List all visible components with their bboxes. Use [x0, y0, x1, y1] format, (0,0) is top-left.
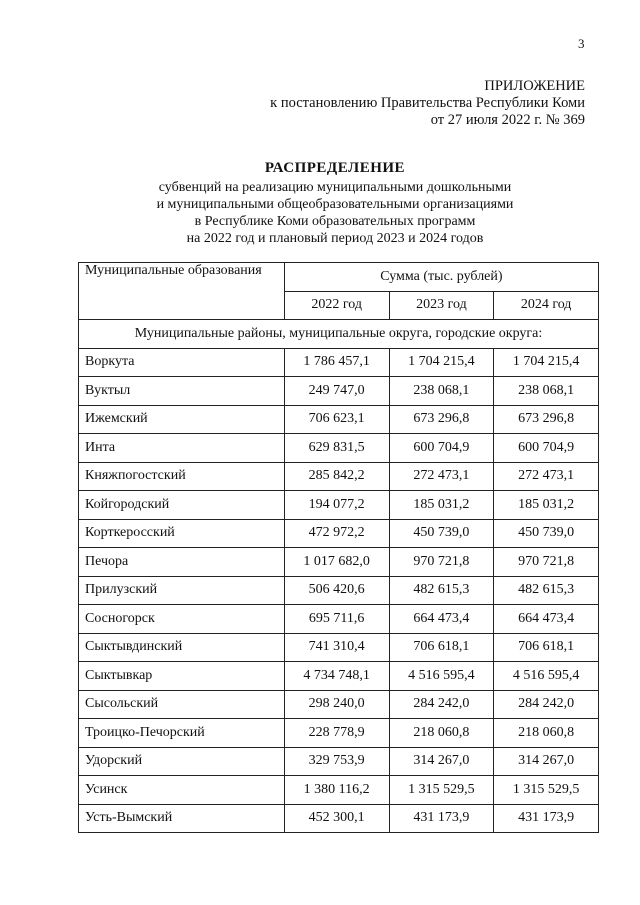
amount-2024: 673 296,8 — [494, 405, 599, 434]
amount-2024: 218 060,8 — [494, 719, 599, 748]
municipality-name: Корткеросский — [79, 519, 285, 548]
amount-2024: 1 704 215,4 — [494, 348, 599, 377]
table-row — [79, 491, 599, 520]
amount-2024: 284 242,0 — [494, 690, 599, 719]
municipality-name: Удорский — [79, 747, 285, 776]
subtitle-line: в Республике Коми образовательных программ — [194, 214, 476, 229]
municipality-name: Усинск — [79, 776, 285, 805]
amount-2022: 629 831,5 — [284, 434, 389, 463]
amount-2023: 706 618,1 — [389, 633, 494, 662]
table-row — [79, 377, 599, 406]
header-row — [79, 263, 599, 292]
distribution-table — [78, 262, 599, 833]
amount-2023: 664 473,4 — [389, 605, 494, 634]
amount-2022: 741 310,4 — [284, 633, 389, 662]
column-header-sum: Сумма (тыс. рублей) — [284, 263, 598, 292]
amount-2023: 970 721,8 — [389, 548, 494, 577]
amount-2022: 472 972,2 — [284, 519, 389, 548]
table-row — [79, 434, 599, 463]
amount-2022: 1 786 457,1 — [284, 348, 389, 377]
amount-2023: 218 060,8 — [389, 719, 494, 748]
amount-2022: 285 842,2 — [284, 462, 389, 491]
amount-2022: 228 778,9 — [284, 719, 389, 748]
table-row — [79, 690, 599, 719]
amount-2022: 194 077,2 — [284, 491, 389, 520]
subtitle-line: и муниципальными общеобразовательными организациями — [156, 197, 514, 212]
amount-2023: 431 173,9 — [389, 804, 494, 833]
amount-2023: 482 615,3 — [389, 576, 494, 605]
municipality-name: Воркута — [79, 348, 285, 377]
column-header-year: 2022 год — [284, 291, 389, 320]
document-title: РАСПРЕДЕЛЕНИЕ — [264, 160, 406, 176]
amount-2022: 4 734 748,1 — [284, 662, 389, 691]
table-row — [79, 605, 599, 634]
table-row — [79, 462, 599, 491]
municipality-name: Сыктывдинский — [79, 633, 285, 662]
table-row — [79, 576, 599, 605]
municipality-name: Ижемский — [79, 405, 285, 434]
municipality-name: Печора — [79, 548, 285, 577]
table-row — [79, 548, 599, 577]
column-header-municipality: Муниципальные образования — [79, 263, 285, 320]
table-row — [79, 662, 599, 691]
municipality-name: Троицко-Печорский — [79, 719, 285, 748]
amount-2022: 506 420,6 — [284, 576, 389, 605]
amount-2023: 4 516 595,4 — [389, 662, 494, 691]
municipality-name: Вуктыл — [79, 377, 285, 406]
subtitle-line: субвенций на реализацию муниципальными дошкольными — [158, 180, 512, 195]
section-title: Муниципальные районы, муниципальные округа, городские округа: — [79, 320, 599, 349]
amount-2022: 1 017 682,0 — [284, 548, 389, 577]
amount-2023: 284 242,0 — [389, 690, 494, 719]
amount-2024: 314 267,0 — [494, 747, 599, 776]
appendix-date: от 27 июля 2022 г. № 369 — [430, 112, 585, 128]
subtitle-line: на 2022 год и плановый период 2023 и 2024 годов — [186, 231, 484, 246]
table-row — [79, 776, 599, 805]
municipality-name: Усть-Вымский — [79, 804, 285, 833]
document-subtitle — [30, 179, 640, 247]
amount-2022: 695 711,6 — [284, 605, 389, 634]
amount-2024: 706 618,1 — [494, 633, 599, 662]
appendix-title: ПРИЛОЖЕНИЕ — [484, 78, 585, 94]
document-heading — [0, 160, 640, 247]
amount-2023: 314 267,0 — [389, 747, 494, 776]
table-row — [79, 804, 599, 833]
amount-2022: 298 240,0 — [284, 690, 389, 719]
amount-2022: 706 623,1 — [284, 405, 389, 434]
appendix-resolution: к постановлению Правительства Республики Коми — [270, 95, 585, 111]
table-row — [79, 747, 599, 776]
amount-2023: 1 704 215,4 — [389, 348, 494, 377]
amount-2024: 4 516 595,4 — [494, 662, 599, 691]
municipality-name: Княжпогостский — [79, 462, 285, 491]
amount-2024: 185 031,2 — [494, 491, 599, 520]
amount-2023: 1 315 529,5 — [389, 776, 494, 805]
municipality-name: Инта — [79, 434, 285, 463]
municipality-name: Сысольский — [79, 690, 285, 719]
amount-2024: 664 473,4 — [494, 605, 599, 634]
table-row — [79, 633, 599, 662]
amount-2024: 482 615,3 — [494, 576, 599, 605]
section-row — [79, 320, 599, 349]
municipality-name: Сыктывкар — [79, 662, 285, 691]
municipality-name: Сосногорск — [79, 605, 285, 634]
column-header-year: 2024 год — [494, 291, 599, 320]
amount-2024: 970 721,8 — [494, 548, 599, 577]
column-header-year: 2023 год — [389, 291, 494, 320]
amount-2024: 450 739,0 — [494, 519, 599, 548]
amount-2023: 600 704,9 — [389, 434, 494, 463]
amount-2023: 238 068,1 — [389, 377, 494, 406]
amount-2023: 272 473,1 — [389, 462, 494, 491]
table-row — [79, 405, 599, 434]
table-row — [79, 719, 599, 748]
amount-2023: 185 031,2 — [389, 491, 494, 520]
amount-2022: 249 747,0 — [284, 377, 389, 406]
amount-2022: 452 300,1 — [284, 804, 389, 833]
amount-2023: 673 296,8 — [389, 405, 494, 434]
amount-2024: 238 068,1 — [494, 377, 599, 406]
amount-2024: 1 315 529,5 — [494, 776, 599, 805]
table-row — [79, 348, 599, 377]
amount-2024: 600 704,9 — [494, 434, 599, 463]
municipality-name: Койгородский — [79, 491, 285, 520]
municipality-name: Прилузский — [79, 576, 285, 605]
amount-2024: 272 473,1 — [494, 462, 599, 491]
amount-2022: 1 380 116,2 — [284, 776, 389, 805]
amount-2022: 329 753,9 — [284, 747, 389, 776]
table-row — [79, 519, 599, 548]
appendix-block — [270, 78, 585, 129]
amount-2023: 450 739,0 — [389, 519, 494, 548]
amount-2024: 431 173,9 — [494, 804, 599, 833]
page-number: 3 — [578, 36, 585, 51]
